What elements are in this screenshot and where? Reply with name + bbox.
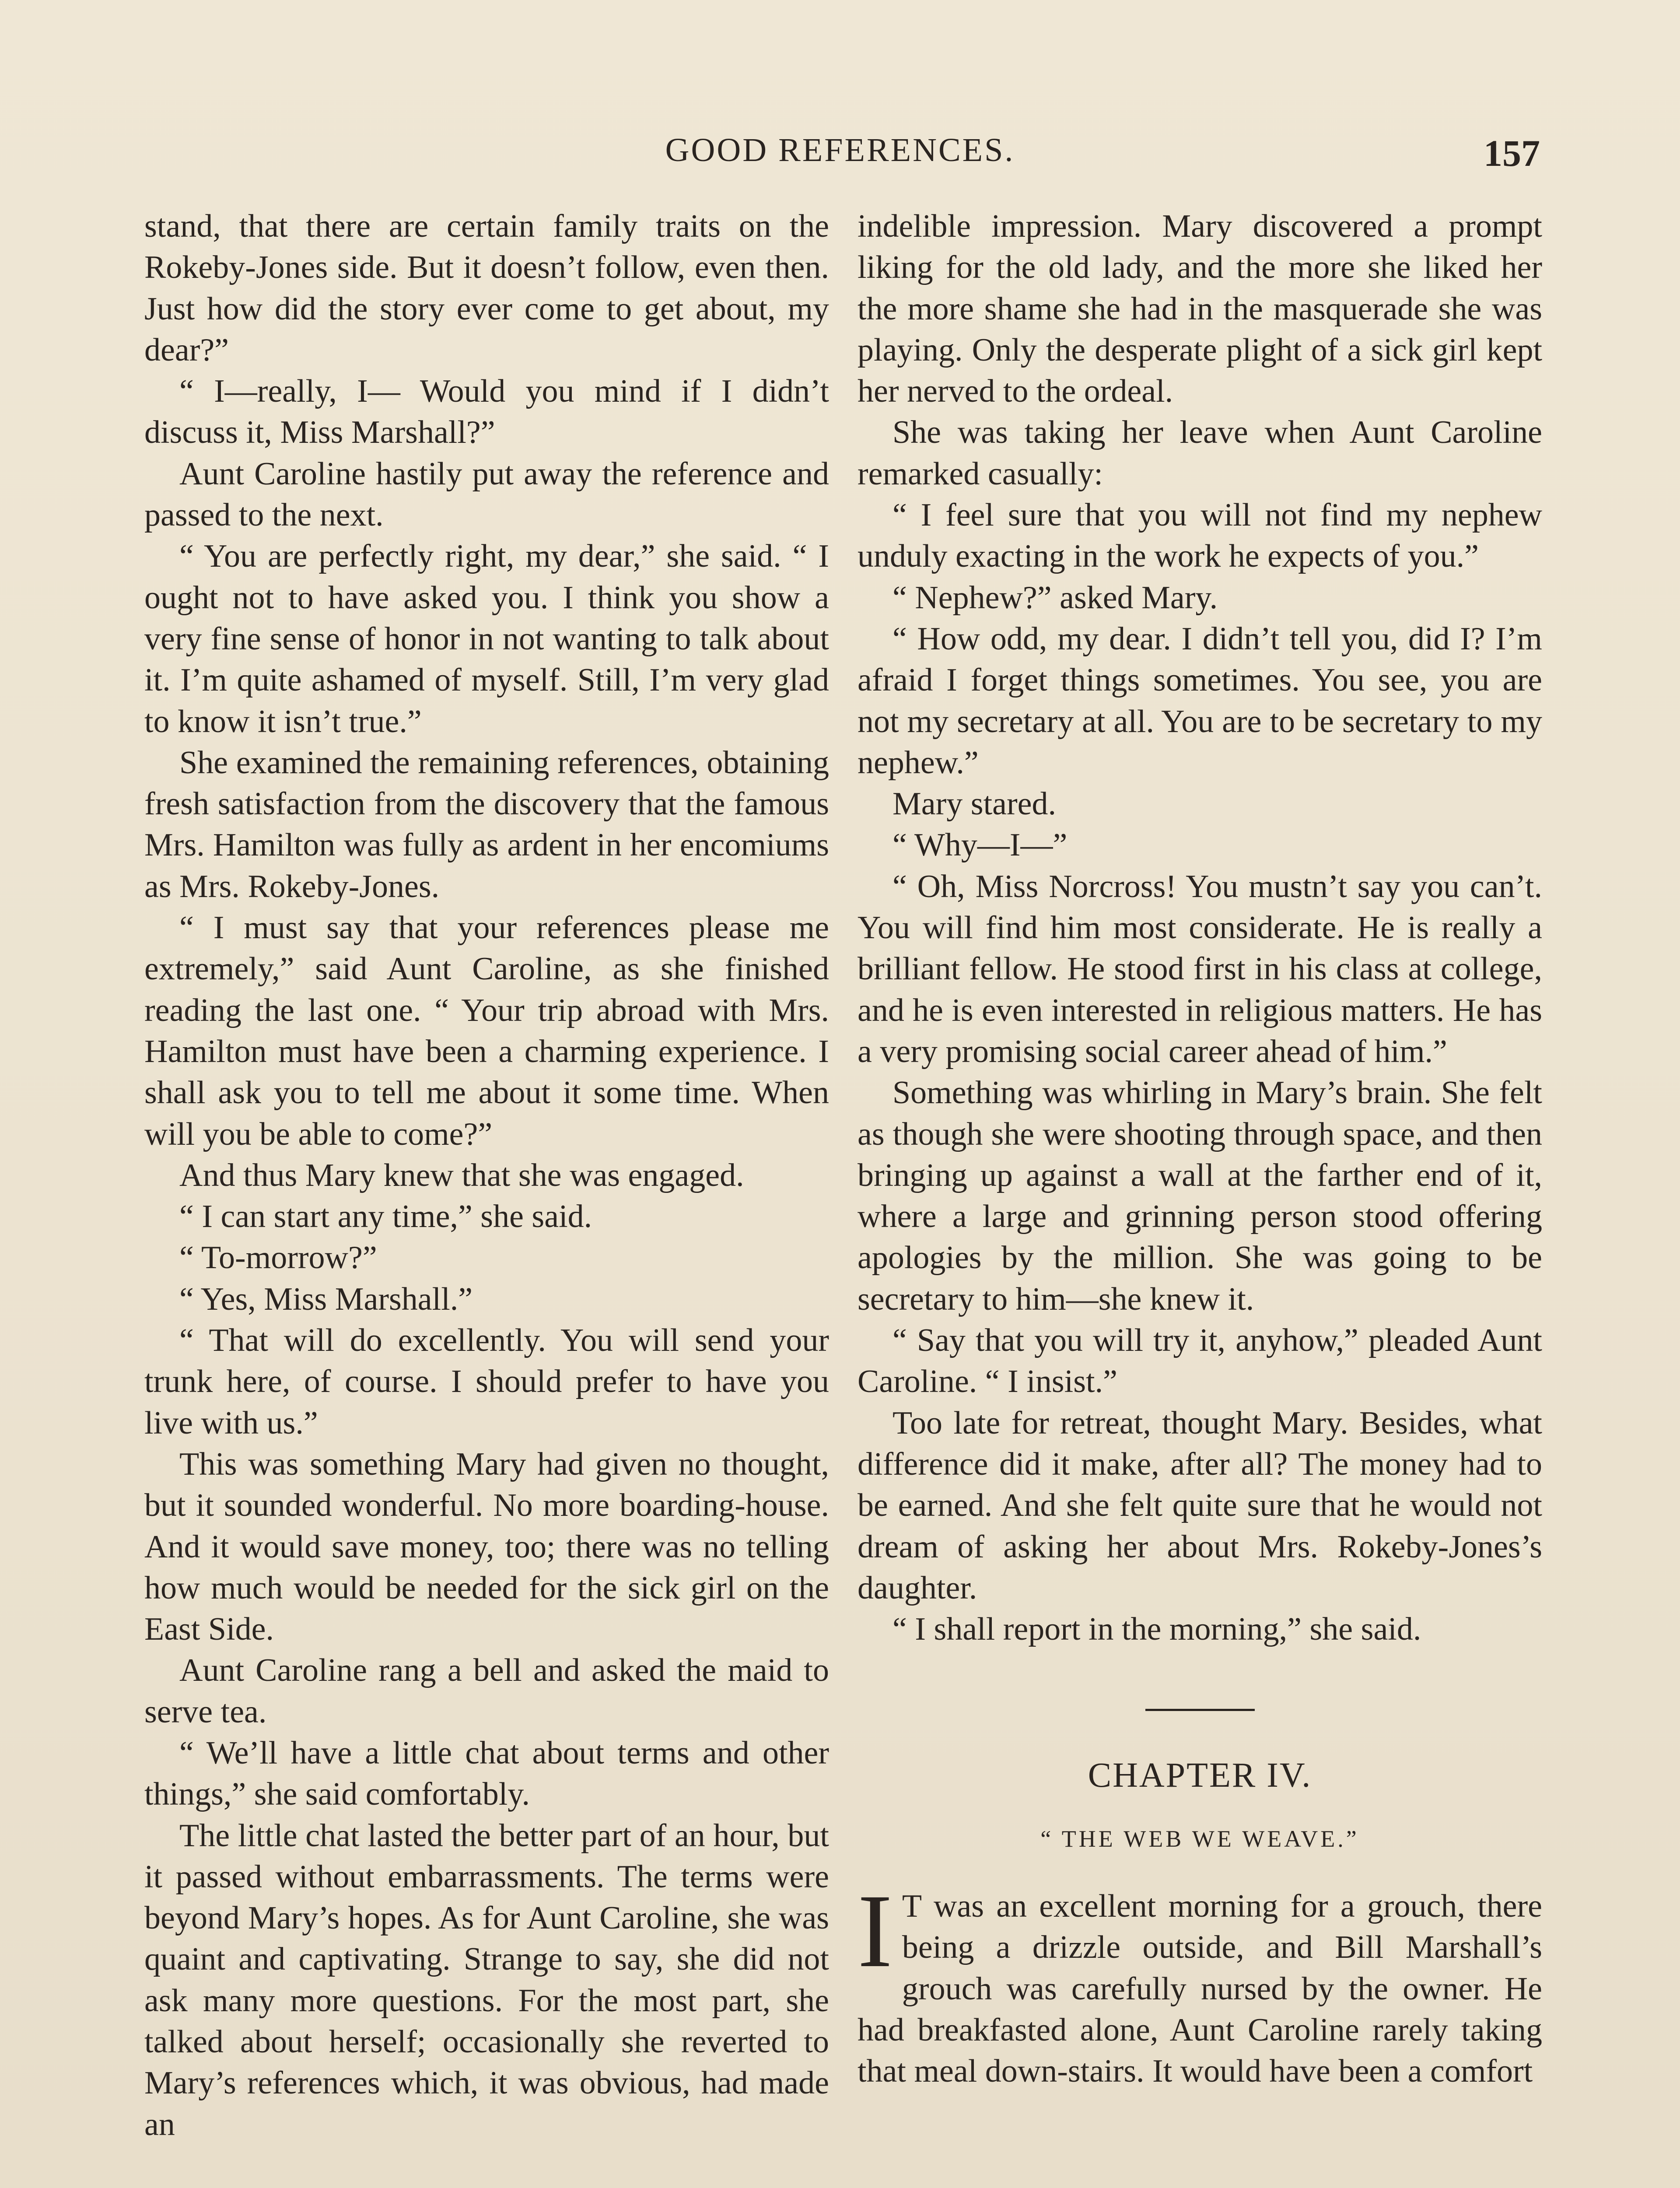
right-column: [858, 206, 1542, 2092]
paragraph: And thus Mary knew that she was engaged.: [179, 1157, 744, 1193]
left-column: [144, 206, 829, 2145]
section-divider: [1145, 1709, 1255, 1711]
paragraph: “ To-morrow?”: [179, 1240, 377, 1276]
paragraph: “ Yes, Miss Marshall.”: [179, 1281, 473, 1317]
paragraph: “ Oh, Miss Norcross! You mustn’t say you can’t. You will find him most considerate. He is really a brilliant fellow. He stood first in his class at college, and he is even interested in religious matters. He has a very promising social career ahead of him.”: [858, 868, 1542, 1069]
page-number: 157: [1484, 132, 1540, 174]
opening-paragraph: T was an excellent morning for a grouch, there being a drizzle outside, and Bill Marshall’s grouch was carefully nursed by the owner. He had breakfasted alone, Aunt Caroline rarely taking that meal down-stairs. It would have been a comfort: [858, 1888, 1542, 2090]
paragraph: She examined the remaining references, obtaining fresh satisfaction from the discovery that the famous Mrs. Hamilton was fully as ardent in her encomiums as Mrs. Rokeby-Jones.: [144, 744, 829, 905]
paragraph: “ That will do excellently. You will send your trunk here, of course. I should prefer to have you live with us.”: [144, 1322, 829, 1441]
paragraph: Too late for retreat, thought Mary. Besides, what difference did it make, after all? The money had to be earned. And she felt quite sure that he would not dream of asking her about Mrs. Rokeby-Jones’s daughter.: [858, 1405, 1542, 1606]
running-title: GOOD REFERENCES.: [665, 132, 1015, 168]
paragraph: “ I can start any time,” she said.: [179, 1199, 592, 1235]
paragraph: Aunt Caroline hastily put away the reference and passed to the next.: [144, 456, 829, 533]
chapter-heading: CHAPTER IV.: [1088, 1756, 1312, 1795]
paragraph: “ Nephew?” asked Mary.: [892, 579, 1218, 616]
paragraph: “ I must say that your references please me extremely,” said Aunt Caroline, as she finished reading the last one. “ Your trip abroad with Mrs. Hamilton must have been a charming experience. I shall ask you to tell me about it some time. When will you be able to come?”: [144, 910, 829, 1152]
paragraph: “ We’ll have a little chat about terms and other things,” she said comfortably.: [144, 1735, 829, 1813]
paragraph: “ I feel sure that you will not find my nephew unduly exacting in the work he expects of you.”: [858, 497, 1542, 575]
paragraph: This was something Mary had given no thought, but it sounded wonderful. No more boarding-house. And it would save money, too; there was no telling how much would be needed for the sick girl on the East Side.: [144, 1446, 829, 1648]
paragraph: “ I—really, I— Would you mind if I didn’t discuss it, Miss Marshall?”: [144, 373, 829, 451]
paragraph: “ I shall report in the morning,” she said.: [892, 1611, 1421, 1648]
paragraph: stand, that there are certain family traits on the Rokeby-Jones side. But it doesn’t follow, even then. Just how did the story ever come to get about, my dear?”: [144, 208, 829, 368]
paragraph: “ How odd, my dear. I didn’t tell you, did I? I’m afraid I forget things sometimes. You see, you are not my secretary at all. You are to be secretary to my nephew.”: [858, 621, 1542, 781]
paragraph: “ You are perfectly right, my dear,” she said. “ I ought not to have asked you. I think you show a very fine sense of honor in not wanting to talk about it. I’m quite ashamed of myself. Still, I’m very glad to know it isn’t true.”: [144, 538, 829, 740]
paragraph: “ Say that you will try it, anyhow,” pleaded Aunt Caroline. “ I insist.”: [858, 1322, 1542, 1400]
chapter-opening: [858, 1872, 1542, 2092]
running-header: [140, 131, 1540, 179]
paragraph: “ Why—I—”: [892, 827, 1068, 863]
paragraph: Aunt Caroline rang a bell and asked the maid to serve tea.: [144, 1652, 829, 1730]
paragraph: indelible impression. Mary discovered a prompt liking for the old lady, and the more she liked her the more shame she had in the masquerade she was playing. Only the desperate plight of a sick girl kept her nerved to the ordeal.: [858, 208, 1542, 410]
paragraph: Something was whirling in Mary’s brain. She felt as though she were shooting through space, and then bringing up against a wall at the farther end of it, where a large and grinning person stood offering apologies by the million. She was going to be secretary to him—she knew it.: [858, 1075, 1542, 1317]
drop-cap: I: [858, 1872, 892, 1989]
chapter-subtitle: “ THE WEB WE WEAVE.”: [1040, 1825, 1359, 1852]
paragraph: Mary stared.: [892, 786, 1056, 822]
paragraph: The little chat lasted the better part of an hour, but it passed without embarrassments. The terms were beyond Mary’s hopes. As for Aunt Caroline, she was quaint and captivating. Strange to say, she did not ask many more questions. For the most part, she talked about herself; occasionally she reverted to Mary’s references which, it was obvious, had made an: [144, 1817, 829, 2142]
paragraph: She was taking her leave when Aunt Caroline remarked casually:: [858, 414, 1542, 492]
